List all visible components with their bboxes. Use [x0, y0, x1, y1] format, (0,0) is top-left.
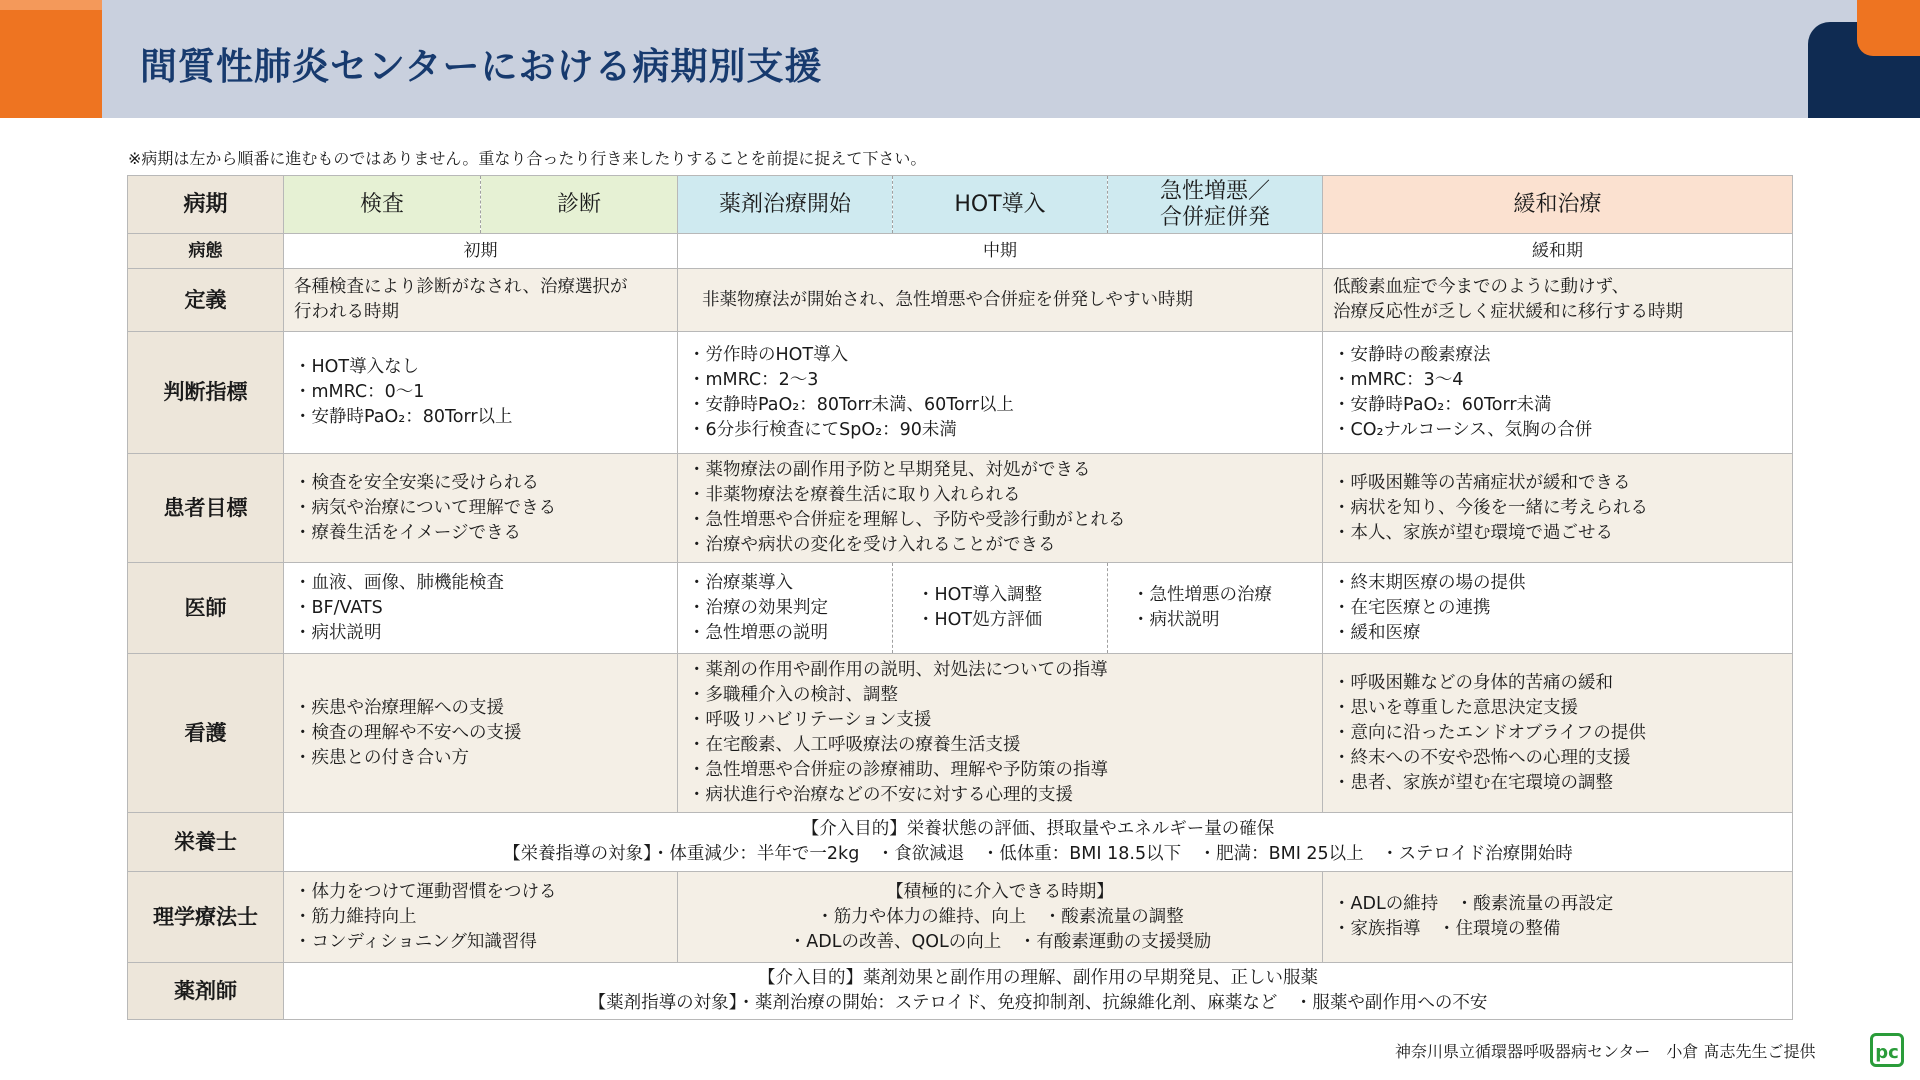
text-line: ・家族指導 ・住環境の整備 [1333, 919, 1561, 939]
definition-early [284, 269, 678, 332]
text-line: ・病状進行や治療などの不安に対する心理的支援 [688, 785, 1073, 805]
stage-acute-line1: 急性増悪／ [1159, 178, 1270, 204]
text-line: ・安静時PaO₂：60Torr未満 [1333, 394, 1552, 415]
text-line: ・薬物療法の副作用予防と早期発見、対処ができる [688, 460, 1091, 480]
text-line: ・多職種介入の検討、調整 [688, 685, 898, 705]
text-line: ・体力をつけて運動習慣をつける [294, 881, 557, 902]
row-pt [128, 872, 1793, 963]
text-line: ・安静時PaO₂：80Torr未満、60Torr以上 [688, 394, 1014, 415]
text-line: ・HOT導入調整 [917, 585, 1043, 605]
rowhead-pt: 理学療法士 [128, 872, 284, 963]
text-line: ・病気や治療について理解できる [294, 497, 557, 518]
pharmacist-content [284, 963, 1793, 1020]
text-line: ・終末への不安や恐怖への心理的支援 [1333, 747, 1631, 768]
goals-late [1323, 454, 1793, 563]
text-line: ・労作時のHOT導入 [688, 344, 849, 365]
text-line: ・HOT処方評価 [917, 610, 1043, 630]
rowhead-nursing: 看護 [128, 654, 284, 813]
rowhead-definition: 定義 [128, 269, 284, 332]
text-line: ・病状説明 [1132, 610, 1220, 630]
text-line: ・緩和医療 [1333, 622, 1421, 643]
criteria-mid [678, 332, 1323, 454]
row-state [128, 234, 1793, 269]
text-line: ・終末期医療の場の提供 [1333, 572, 1526, 593]
nursing-late [1323, 654, 1793, 813]
text-line: ・治療や病状の変化を受け入れることができる [688, 535, 1056, 555]
row-dietitian [128, 813, 1793, 872]
text-line: 治療反応性が乏しく症状緩和に移行する時期 [1333, 302, 1683, 322]
rowhead-goals: 患者目標 [128, 454, 284, 563]
text-line: ・呼吸リハビリテーション支援 [688, 710, 932, 730]
text-line: ・急性増悪の説明 [688, 622, 828, 643]
row-goals [128, 454, 1793, 563]
text-line: ・病状を知り、今後を一緒に考えられる [1333, 497, 1648, 518]
text-line: ・筋力や体力の維持、向上 ・酸素流量の調整 [816, 906, 1184, 927]
stage-acute-line2: 合併症併発 [1159, 204, 1270, 230]
text-line: 行われる時期 [294, 302, 399, 322]
text-line: ・疾患との付き合い方 [294, 747, 469, 768]
dietitian-content [284, 813, 1793, 872]
goals-early [284, 454, 678, 563]
nursing-early [284, 654, 678, 813]
text-line: ・筋力維持向上 [294, 906, 417, 927]
pt-mid [678, 872, 1323, 963]
rowhead-criteria: 判断指標 [128, 332, 284, 454]
text-line: ・BF/VATS [294, 597, 383, 618]
doctor-early [284, 563, 678, 654]
text-line: ・呼吸困難などの身体的苦痛の緩和 [1333, 672, 1613, 693]
page-note: ※病期は左から順番に進むものではありません。重なり合ったり行き来したりすることを前提に捉えて下さい。 [128, 149, 927, 168]
stage-drug-therapy: 薬剤治療開始 [678, 176, 893, 234]
row-doctor [128, 563, 1793, 654]
doctor-mid-drug [678, 563, 893, 654]
text-line: ・薬剤の作用や副作用の説明、対処法についての指導 [688, 660, 1108, 680]
text-line: ・急性増悪や合併症の診療補助、理解や予防策の指導 [688, 760, 1108, 780]
text-line: ・安静時PaO₂：80Torr以上 [294, 407, 513, 427]
state-early: 初期 [284, 234, 678, 269]
text-line: ・mMRC：2〜3 [688, 369, 819, 390]
header-accent-right [1857, 0, 1920, 56]
text-line: ・意向に沿ったエンドオブライフの提供 [1333, 722, 1646, 743]
pt-late [1323, 872, 1793, 963]
text-line: ・急性増悪の治療 [1132, 585, 1272, 605]
nursing-mid [678, 654, 1323, 813]
page-title: 間質性肺炎センターにおける病期別支援 [140, 45, 823, 88]
text-line: ・患者、家族が望む在宅環境の調整 [1333, 772, 1613, 793]
text-line: 低酸素血症で今までのように動けず、 [1333, 277, 1630, 297]
text-line: ・mMRC：3〜4 [1333, 369, 1464, 390]
doctor-mid-hot [893, 563, 1108, 654]
stage-diagnosis: 診断 [481, 176, 678, 234]
rowhead-pharmacist: 薬剤師 [128, 963, 284, 1020]
text-line: ・6分歩行検査にてSpO₂：90未満 [688, 419, 957, 440]
stage-acute [1108, 176, 1323, 234]
text-line: ・血液、画像、肺機能検査 [294, 572, 504, 593]
pc-logo-icon: pc [1870, 1033, 1904, 1067]
text-line: ・非薬物療法を療養生活に取り入れられる [688, 485, 1021, 505]
row-criteria [128, 332, 1793, 454]
text-line: ・疾患や治療理解への支援 [294, 697, 504, 718]
header-accent-left [0, 0, 102, 118]
definition-mid: 非薬物療法が開始され、急性増悪や合併症を併発しやすい時期 [678, 269, 1323, 332]
text-line: ・検査を安全安楽に受けられる [294, 472, 539, 493]
text-line: ・治療薬導入 [688, 572, 793, 593]
stage-exam: 検査 [284, 176, 481, 234]
rowhead-stage: 病期 [128, 176, 284, 234]
definition-late [1323, 269, 1793, 332]
rowhead-doctor: 医師 [128, 563, 284, 654]
header-bar [0, 0, 1920, 118]
row-stage [128, 176, 1793, 234]
text-line: 【栄養指導の対象】・体重減少：半年で一2kg ・食欲減退 ・低体重：BMI 18.5以下 ・肥満：BMI 25以上 ・ステロイド治療開始時 [503, 844, 1573, 864]
pt-early [284, 872, 678, 963]
text-line: ・思いを尊重した意思決定支援 [1333, 697, 1578, 718]
text-line: ・急性増悪や合併症を理解し、予防や受診行動がとれる [688, 510, 1126, 530]
criteria-early [284, 332, 678, 454]
goals-mid [678, 454, 1323, 563]
stage-palliative: 緩和治療 [1323, 176, 1793, 234]
text-line: ・HOT導入なし [294, 357, 420, 377]
text-line: ・治療の効果判定 [688, 597, 828, 618]
doctor-late [1323, 563, 1793, 654]
text-line: ・在宅酸素、人工呼吸療法の療養生活支援 [688, 735, 1021, 755]
stage-hot: HOT導入 [893, 176, 1108, 234]
text-line: ・コンディショニング知識習得 [294, 931, 537, 952]
text-line: ・病状説明 [294, 622, 382, 643]
criteria-late [1323, 332, 1793, 454]
text-line: 【介入目的】栄養状態の評価、摂取量やエネルギー量の確保 [801, 819, 1275, 839]
row-nursing [128, 654, 1793, 813]
text-line: 【積極的に介入できる時期】 [886, 881, 1114, 902]
text-line: ・呼吸困難等の苦痛症状が緩和できる [1333, 472, 1631, 493]
row-pharmacist [128, 963, 1793, 1020]
text-line: ・CO₂ナルコーシス、気胸の合併 [1333, 419, 1593, 440]
row-definition [128, 269, 1793, 332]
rowhead-dietitian: 栄養士 [128, 813, 284, 872]
text-line: 【薬剤指導の対象】・薬剤治療の開始：ステロイド、免疫抑制剤、抗線維化剤、麻薬など ・服薬や副作用への不安 [588, 993, 1488, 1013]
text-line: 【介入目的】薬剤効果と副作用の理解、副作用の早期発見、正しい服薬 [758, 968, 1318, 988]
text-line: ・本人、家族が望む環境で過ごせる [1333, 522, 1613, 543]
text-line: 各種検査により診断がなされ、治療選択が [294, 277, 628, 297]
text-line: ・療養生活をイメージできる [294, 522, 521, 543]
state-mid: 中期 [678, 234, 1323, 269]
text-line: ・在宅医療との連携 [1333, 597, 1491, 618]
footer-credit: 神奈川県立循環器呼吸器病センター 小倉 髙志先生ご提供 [1395, 1042, 1816, 1061]
text-line: ・安静時の酸素療法 [1333, 344, 1491, 365]
text-line: ・ADLの維持 ・酸素流量の再設定 [1333, 894, 1614, 914]
text-line: ・ADLの改善、QOLの向上 ・有酸素運動の支援奨励 [788, 931, 1212, 952]
doctor-mid-acute [1108, 563, 1323, 654]
rowhead-state: 病態 [128, 234, 284, 269]
text-line: ・検査の理解や不安への支援 [294, 722, 522, 743]
text-line: ・mMRC：0〜1 [294, 382, 425, 402]
state-late: 緩和期 [1323, 234, 1793, 269]
stage-support-table [127, 175, 1793, 1020]
